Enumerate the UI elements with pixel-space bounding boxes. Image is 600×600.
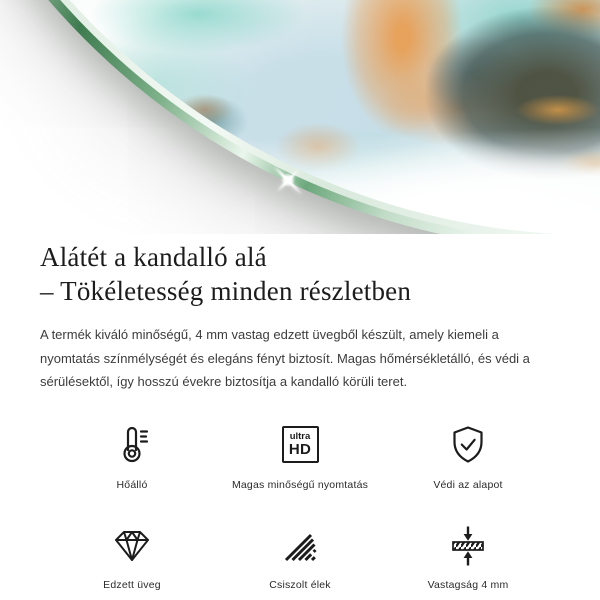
feature-label: Edzett üveg <box>103 578 161 591</box>
diamond-icon <box>110 522 154 568</box>
product-description: A termék kiváló minőségű, 4 mm vastag edzett üvegből készült, amely kiemeli a nyomtatás színmélységét és elegáns fényt biztosít. Magas hőmérsékletálló, és védi a sérülésektől, így hosszú évekre biztosítja a kandalló körüli teret. <box>40 327 530 389</box>
ultra-hd-icon <box>282 422 319 468</box>
feature-label: Hőálló <box>116 478 148 491</box>
feature-polished-edges <box>216 522 384 591</box>
shield-check-icon <box>446 422 490 468</box>
feature-print-quality <box>216 422 384 491</box>
feature-base-protection <box>384 422 552 491</box>
page-title-line2: – Tökéletesség minden részletben <box>40 276 412 306</box>
feature-label: Vastagság 4 mm <box>427 578 509 591</box>
product-hero-image <box>0 0 600 234</box>
thickness-arrows-icon <box>446 522 490 568</box>
features-grid <box>40 422 560 591</box>
feature-heat-resistant <box>48 422 216 491</box>
feature-thickness <box>384 522 552 591</box>
feature-label: Magas minőségű nyomtatás <box>231 478 369 491</box>
thermometer-icon <box>110 422 154 468</box>
polished-edges-icon <box>278 522 322 568</box>
page-title <box>40 240 560 308</box>
product-info-section <box>0 240 600 591</box>
feature-label: Védi az alapot <box>433 478 503 491</box>
ultra-hd-text-bottom: HD <box>288 441 312 458</box>
feature-tempered-glass <box>48 522 216 591</box>
feature-label: Csiszolt élek <box>269 578 331 591</box>
page-title-line1: Alátét a kandalló alá <box>40 242 267 272</box>
ultra-hd-text-top: ultra <box>289 431 311 442</box>
